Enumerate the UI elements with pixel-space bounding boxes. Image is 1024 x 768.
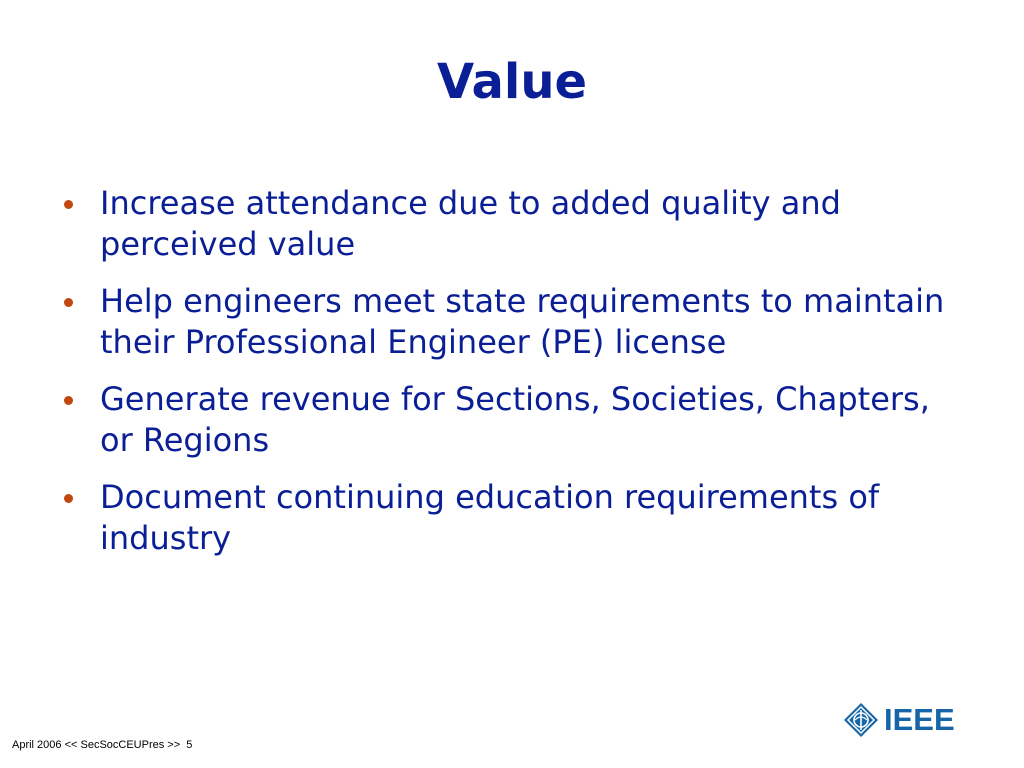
slide-title: Value — [436, 54, 588, 110]
bullet-dot-icon — [64, 494, 73, 503]
slide-footer: April 2006 << SecSocCEUPres >> 5 — [12, 739, 193, 751]
bullet-item — [58, 281, 958, 363]
bullet-item — [58, 379, 958, 461]
bullet-text: Generate revenue for Sections, Societies, Chapters, or Regions — [100, 380, 930, 459]
bullet-text: Increase attendance due to added quality and perceived value — [100, 184, 841, 263]
bullet-item — [58, 183, 958, 265]
bullet-dot-icon — [64, 200, 73, 209]
bullet-item — [58, 477, 958, 559]
bullet-list — [58, 183, 958, 575]
ieee-logo — [843, 702, 955, 738]
ieee-diamond-icon — [843, 702, 879, 738]
ieee-logo-text: IEEE — [884, 702, 955, 737]
bullet-dot-icon — [64, 396, 73, 405]
bullet-text: Help engineers meet state requirements to maintain their Professional Engineer (PE) license — [100, 282, 945, 361]
bullet-text: Document continuing education requirements of industry — [100, 478, 880, 557]
bullet-dot-icon — [64, 298, 73, 307]
